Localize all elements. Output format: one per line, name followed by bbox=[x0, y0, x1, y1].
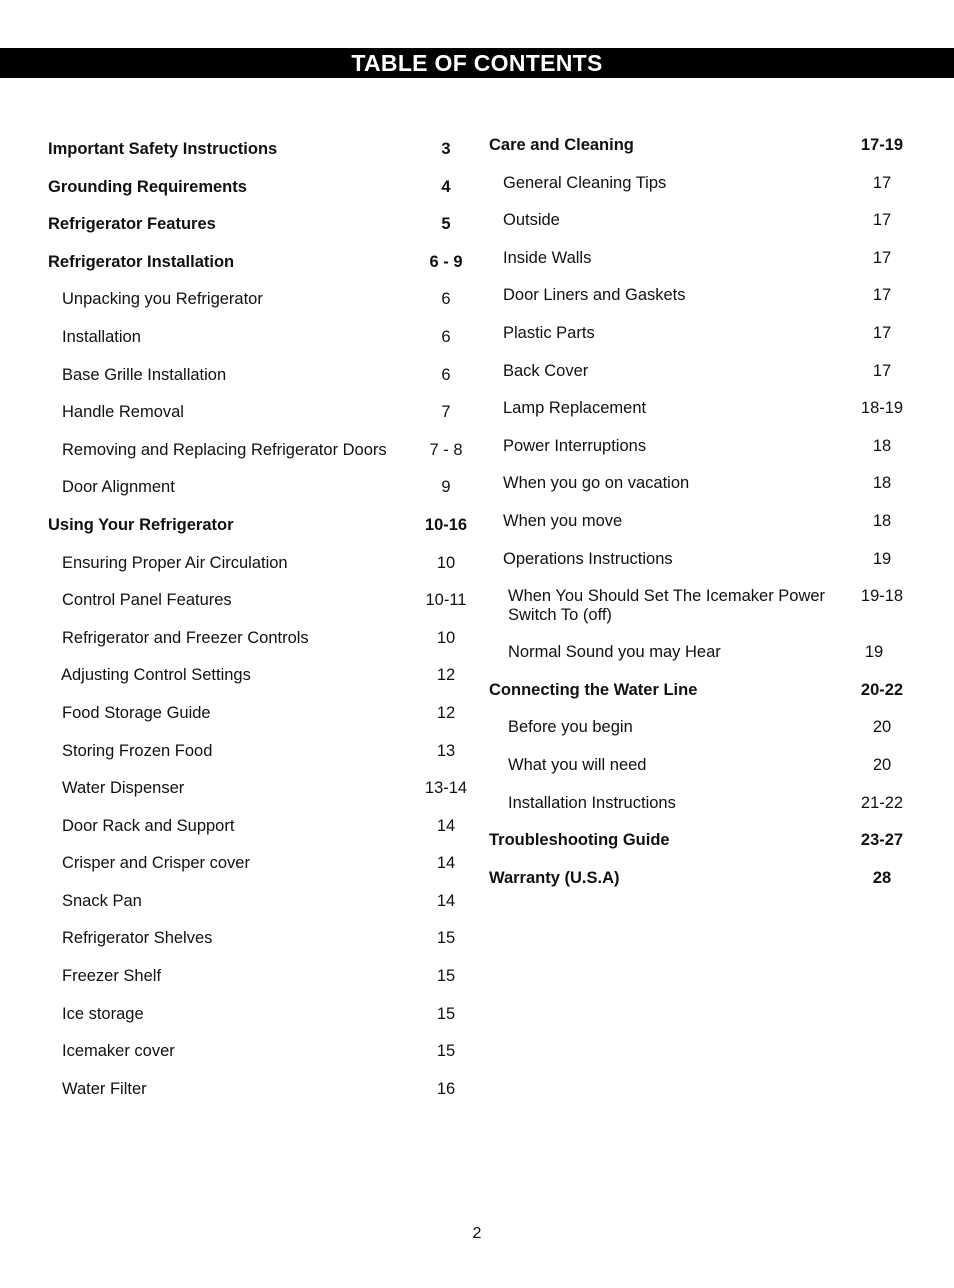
toc-entry-label: Ensuring Proper Air Circulation bbox=[62, 553, 288, 572]
toc-entry-page: 19 bbox=[872, 549, 892, 568]
toc-entry bbox=[489, 859, 909, 897]
toc-entry-page: 14 bbox=[436, 891, 456, 910]
toc-entry bbox=[48, 995, 468, 1033]
toc-entry-label: Care and Cleaning bbox=[489, 136, 634, 154]
toc-entry-page: 15 bbox=[436, 1042, 456, 1061]
toc-entry-label: Power Interruptions bbox=[503, 436, 647, 455]
toc-entry bbox=[48, 581, 468, 619]
toc-right-column bbox=[489, 126, 909, 896]
toc-entry-page: 28 bbox=[872, 868, 892, 887]
toc-entry bbox=[489, 577, 909, 633]
toc-entry-label: Base Grille Installation bbox=[62, 365, 227, 384]
toc-entry-page: 5 bbox=[441, 215, 451, 234]
toc-entry-page: 17 bbox=[872, 173, 892, 192]
toc-entry-label: Installation bbox=[62, 327, 141, 346]
toc-entry bbox=[48, 919, 468, 957]
toc-entry-label: Unpacking you Refrigerator bbox=[62, 290, 263, 309]
toc-entry-page: 18 bbox=[872, 436, 892, 455]
toc-entry-page: 14 bbox=[436, 854, 456, 873]
toc-entry-page: 10-11 bbox=[425, 591, 467, 610]
title-bar bbox=[0, 48, 954, 78]
toc-entry bbox=[48, 619, 468, 657]
toc-entry-label: Food Storage Guide bbox=[62, 703, 211, 722]
toc-entry-label: Operations Instructions bbox=[503, 549, 673, 568]
toc-entry-label: General Cleaning Tips bbox=[503, 173, 667, 192]
toc-entry-label: Ice storage bbox=[62, 1004, 144, 1023]
toc-entry-label: Freezer Shelf bbox=[62, 967, 162, 986]
toc-entry-page: 19-18 bbox=[860, 587, 904, 606]
toc-entry-label: Outside bbox=[503, 211, 560, 230]
toc-entry bbox=[489, 464, 909, 502]
toc-entry-page: 15 bbox=[436, 1004, 456, 1023]
toc-entry-page: 20-22 bbox=[860, 680, 904, 699]
toc-entry-page: 13-14 bbox=[424, 779, 468, 798]
toc-entry bbox=[48, 280, 468, 318]
toc-entry-page: 10 bbox=[436, 553, 456, 572]
toc-entry-label: Door Alignment bbox=[62, 478, 175, 497]
toc-entry-label: Refrigerator Installation bbox=[48, 252, 235, 271]
toc-entry bbox=[489, 821, 909, 859]
toc-entry-label: Door Liners and Gaskets bbox=[503, 286, 686, 305]
toc-entry-page: 7 - 8 bbox=[429, 440, 463, 459]
toc-entry-page: 6 bbox=[441, 327, 451, 346]
toc-entry bbox=[48, 544, 468, 582]
toc-entry-page: 12 bbox=[436, 703, 456, 722]
toc-entry-page: 18-19 bbox=[860, 399, 904, 418]
toc-entry-page: 17 bbox=[872, 286, 892, 305]
toc-entry-label: Icemaker cover bbox=[62, 1042, 175, 1061]
toc-entry-page: 10 bbox=[436, 628, 456, 647]
toc-entry bbox=[489, 633, 909, 671]
toc-entry-label: Refrigerator Features bbox=[48, 215, 216, 234]
page-number: 2 bbox=[472, 1225, 482, 1242]
toc-entry-page: 4 bbox=[441, 177, 451, 196]
toc-entry-page: 6 bbox=[441, 290, 451, 309]
toc-entry bbox=[489, 276, 909, 314]
toc-entry-label: Before you begin bbox=[508, 718, 633, 737]
toc-entry-page: 17 bbox=[872, 211, 892, 230]
toc-entry-label: Removing and Replacing Refrigerator Doors bbox=[62, 440, 387, 459]
toc-entry-page: 3 bbox=[441, 140, 451, 158]
toc-entry-page: 16 bbox=[436, 1079, 456, 1098]
toc-entry bbox=[48, 130, 468, 168]
toc-entry-page: 17-19 bbox=[860, 136, 904, 154]
toc-entry bbox=[489, 746, 909, 784]
toc-entry bbox=[48, 732, 468, 770]
toc-entry bbox=[48, 1032, 468, 1070]
toc-entry-page: 18 bbox=[872, 511, 892, 530]
toc-entry-label: Control Panel Features bbox=[62, 591, 232, 610]
toc-entry bbox=[489, 314, 909, 352]
toc-entry-label: Back Cover bbox=[503, 361, 589, 380]
toc-entry-page: 17 bbox=[872, 248, 892, 267]
toc-entry-label: Snack Pan bbox=[62, 891, 142, 910]
toc-entry-label: Water Filter bbox=[62, 1079, 147, 1098]
toc-entry-page: 20 bbox=[872, 755, 892, 774]
toc-entry bbox=[489, 164, 909, 202]
toc-entry-page: 6 - 9 bbox=[429, 252, 463, 271]
toc-entry-label: When you go on vacation bbox=[503, 474, 690, 493]
toc-entry-label: Crisper and Crisper cover bbox=[62, 854, 250, 873]
toc-entry bbox=[489, 540, 909, 578]
toc-entry bbox=[48, 468, 468, 506]
toc-entry-page: 23-27 bbox=[860, 831, 904, 850]
toc-entry-label: What you will need bbox=[508, 755, 647, 774]
toc-entry-page: 20 bbox=[872, 718, 892, 737]
toc-entry-label: Normal Sound you may Hear bbox=[508, 643, 721, 662]
toc-entry-label: Troubleshooting Guide bbox=[489, 831, 670, 850]
toc-entry-label: When You Should Set The Icemaker Power Switch To (off) bbox=[508, 587, 826, 625]
toc-entry bbox=[48, 205, 468, 243]
toc-entry-label: Refrigerator Shelves bbox=[62, 929, 213, 948]
toc-entry bbox=[48, 957, 468, 995]
toc-entry bbox=[48, 393, 468, 431]
toc-entry bbox=[48, 243, 468, 281]
toc-left-column bbox=[48, 130, 468, 1107]
toc-entry bbox=[48, 882, 468, 920]
toc-entry-page: 19 bbox=[864, 643, 884, 662]
toc-entry-page: 21-22 bbox=[860, 793, 904, 812]
toc-entry-label: Connecting the Water Line bbox=[489, 680, 698, 699]
toc-entry bbox=[48, 356, 468, 394]
page-title: TABLE OF CONTENTS bbox=[351, 49, 603, 76]
toc-entry bbox=[48, 506, 468, 544]
toc-entry bbox=[489, 502, 909, 540]
toc-entry-label: Important Safety Instructions bbox=[48, 140, 278, 158]
toc-entry-page: 6 bbox=[441, 365, 451, 384]
toc-entry bbox=[48, 694, 468, 732]
toc-entry-label: Adjusting Control Settings bbox=[61, 666, 251, 685]
toc-entry-page: 17 bbox=[872, 323, 892, 342]
toc-entry bbox=[489, 708, 909, 746]
toc-entry-label: Storing Frozen Food bbox=[62, 741, 213, 760]
toc-entry bbox=[489, 239, 909, 277]
toc-entry bbox=[489, 126, 909, 164]
toc-entry-page: 9 bbox=[441, 478, 451, 497]
toc-entry-page: 18 bbox=[872, 474, 892, 493]
toc-entry-page: 10-16 bbox=[424, 515, 468, 534]
toc-entry bbox=[48, 844, 468, 882]
toc-entry-label: Water Dispenser bbox=[62, 779, 185, 798]
toc-entry-page: 15 bbox=[436, 929, 456, 948]
toc-entry-page: 12 bbox=[436, 666, 456, 685]
toc-entry-label: When you move bbox=[503, 511, 623, 530]
toc-entry-label: Warranty (U.S.A) bbox=[489, 868, 620, 887]
toc-entry-page: 13 bbox=[436, 741, 456, 760]
toc-entry-label: Handle Removal bbox=[62, 403, 184, 422]
toc-entry bbox=[48, 656, 468, 694]
toc-entry bbox=[48, 318, 468, 356]
toc-entry bbox=[489, 389, 909, 427]
toc-entry bbox=[48, 1070, 468, 1108]
toc-entry bbox=[489, 201, 909, 239]
toc-entry bbox=[48, 168, 468, 206]
toc-entry-label: Door Rack and Support bbox=[62, 816, 235, 835]
toc-entry bbox=[489, 352, 909, 390]
toc-entry bbox=[489, 427, 909, 465]
toc-entry bbox=[48, 431, 468, 469]
toc-entry-page: 14 bbox=[436, 816, 456, 835]
toc-entry-label: Grounding Requirements bbox=[48, 177, 247, 196]
toc-entry-label: Plastic Parts bbox=[503, 323, 595, 342]
toc-entry-label: Installation Instructions bbox=[508, 793, 676, 812]
toc-entry-page: 17 bbox=[872, 361, 892, 380]
toc-entry-page: 15 bbox=[436, 967, 456, 986]
toc-entry-label: Using Your Refrigerator bbox=[48, 515, 234, 534]
toc-entry-page: 7 bbox=[441, 403, 451, 422]
toc-entry bbox=[489, 784, 909, 822]
toc-entry bbox=[48, 769, 468, 807]
toc-entry-label: Inside Walls bbox=[503, 248, 592, 267]
toc-entry-label: Refrigerator and Freezer Controls bbox=[62, 628, 309, 647]
toc-entry bbox=[489, 671, 909, 709]
toc-entry bbox=[48, 807, 468, 845]
toc-entry-label: Lamp Replacement bbox=[503, 399, 647, 418]
